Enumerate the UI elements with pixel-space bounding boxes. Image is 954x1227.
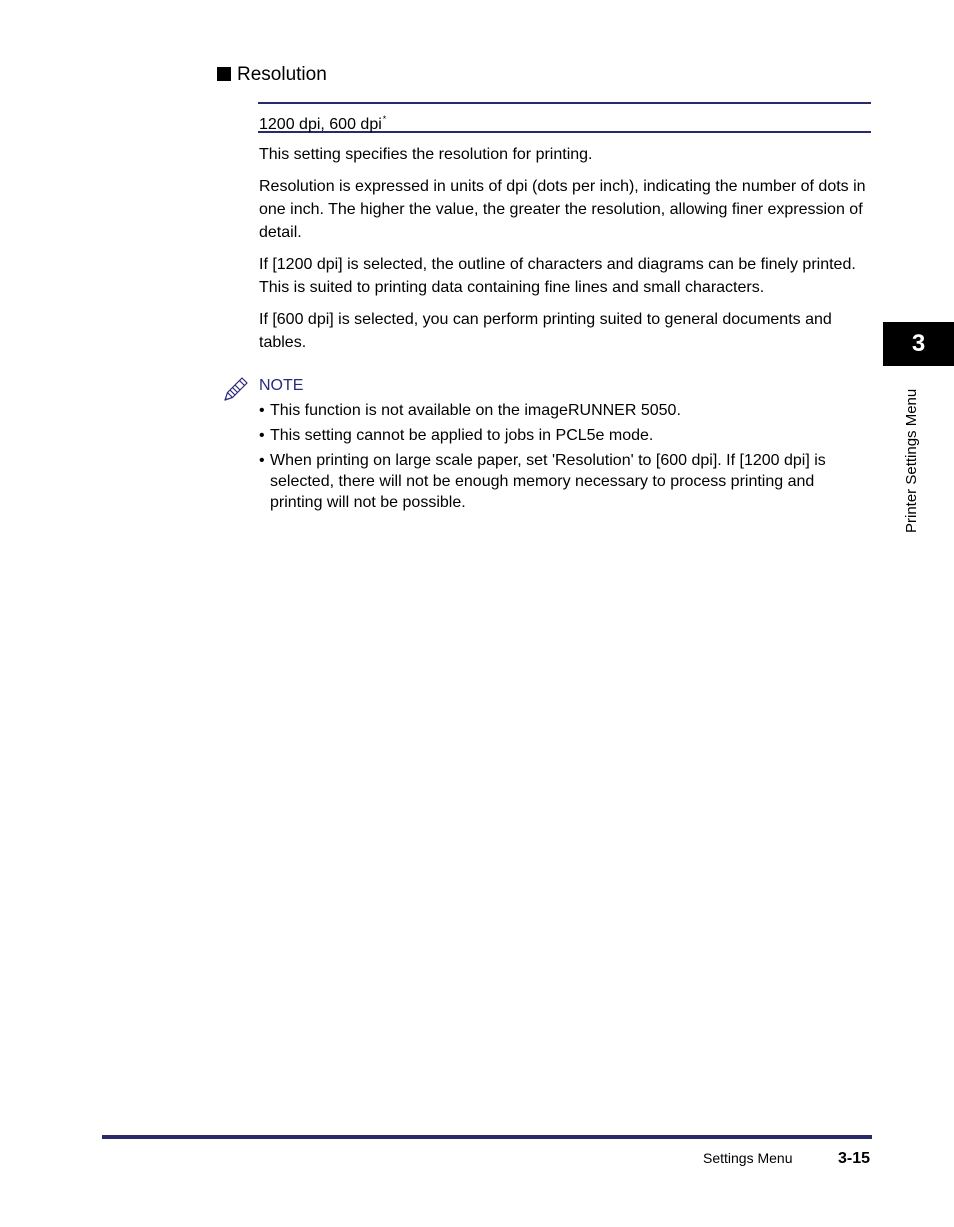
- paragraph-resolution-definition: Resolution is expressed in units of dpi (dots per inch), indicating the number of dots in one inch. The higher the value, the greater the resolution, allowing finer expression of detail.: [259, 178, 866, 241]
- chapter-title: [903, 370, 932, 535]
- chapter-number-tab: 3: [883, 322, 954, 366]
- settings-options-box: [258, 102, 871, 133]
- bullet-dot: •: [259, 427, 265, 444]
- default-marker: *: [382, 114, 387, 124]
- settings-options-text: 1200 dpi, 600 dpi: [259, 116, 382, 133]
- note-item-text: This function is not available on the imageRUNNER 5050.: [270, 402, 681, 419]
- section-heading-text: Resolution: [237, 64, 327, 85]
- note-item-text: This setting cannot be applied to jobs in PCL5e mode.: [270, 427, 654, 444]
- note-list: [259, 400, 859, 517]
- footer-divider: [102, 1135, 872, 1139]
- note-item-text: When printing on large scale paper, set 'Resolution' to [600 dpi]. If [1200 dpi] is selected, there will not be enough memory necessary to process printing and printing will not be possible.: [270, 452, 826, 511]
- paragraph-1200-dpi: If [1200 dpi] is selected, the outline of characters and diagrams can be finely printed. This is suited to printing data containing fine lines and small characters.: [259, 256, 856, 296]
- pencil-icon: [222, 375, 250, 403]
- bullet-dot: •: [259, 402, 265, 419]
- note-title: NOTE: [259, 377, 304, 394]
- page-number: 3-15: [838, 1150, 871, 1167]
- note-item: [259, 450, 859, 513]
- chapter-title-text: Printer Settings Menu: [903, 388, 920, 533]
- note-item: [259, 400, 859, 421]
- section-heading: [217, 63, 327, 87]
- settings-options: [259, 109, 386, 135]
- note-item: [259, 425, 859, 446]
- square-bullet-icon: [217, 67, 231, 81]
- paragraph-600-dpi: If [600 dpi] is selected, you can perform printing suited to general documents and tables.: [259, 311, 832, 351]
- paragraph-intro: This setting specifies the resolution for printing.: [259, 146, 593, 163]
- footer-section-title: Settings Menu: [703, 1150, 793, 1166]
- bullet-dot: •: [259, 452, 265, 469]
